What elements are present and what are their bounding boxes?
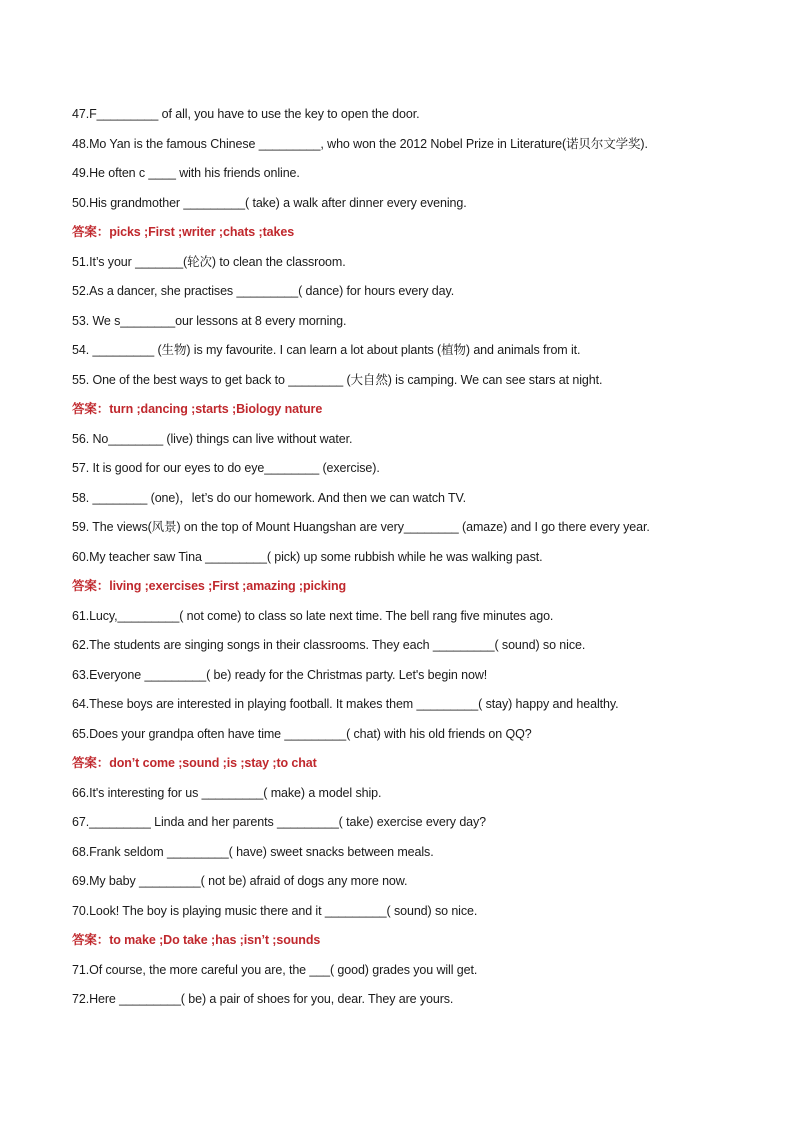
question-line: 63.Everyone _________( be) ready for the Christmas party. Let's begin now!: [72, 667, 488, 682]
answer-line: 答案：picks ;First ;writer ;chats ;takes: [72, 225, 295, 239]
question-line: 53. We s________our lessons at 8 every morning.: [72, 313, 347, 328]
question-line: 58. ________ (one)，let’s do our homework. And then we can watch TV.: [72, 490, 467, 505]
exercise-lines: [72, 104, 762, 1019]
question-line: 70.Look! The boy is playing music there and it _________( sound) so nice.: [72, 903, 478, 918]
question-line: 48.Mo Yan is the famous Chinese _________, who won the 2012 Nobel Prize in Literature(诺贝尔文学奖).: [72, 136, 648, 151]
question-line: 50.His grandmother _________( take) a walk after dinner every evening.: [72, 195, 467, 210]
question-line: 69.My baby _________( not be) afraid of dogs any more now.: [72, 874, 408, 888]
question-line: 65.Does your grandpa often have time _________( chat) with his old friends on QQ?: [72, 726, 532, 741]
question-line: 61.Lucy,_________( not come) to class so late next time. The bell rang five minutes ago.: [72, 608, 554, 623]
question-line: 60.My teacher saw Tina _________( pick) up some rubbish while he was walking past.: [72, 549, 543, 564]
question-line: 72.Here _________( be) a pair of shoes for you, dear. They are yours.: [72, 992, 454, 1006]
answer-line: 答案：to make ;Do take ;has ;isn’t ;sounds: [72, 933, 321, 947]
question-line: 67._________ Linda and her parents _________( take) exercise every day?: [72, 815, 487, 829]
question-line: 62.The students are singing songs in their classrooms. They each _________( sound) so nice.: [72, 638, 586, 652]
question-line: 66.It's interesting for us _________( make) a model ship.: [72, 785, 382, 800]
question-line: 47.F_________ of all, you have to use the key to open the door.: [72, 107, 420, 121]
answer-line: 答案：don’t come ;sound ;is ;stay ;to chat: [72, 756, 317, 770]
question-line: 59. The views(风景) on the top of Mount Huangshan are very________ (amaze) and I go there every year.: [72, 520, 650, 534]
answer-line: 答案：living ;exercises ;First ;amazing ;picking: [72, 579, 347, 593]
question-line: 55. One of the best ways to get back to ________ (大自然) is camping. We can see stars at night.: [72, 372, 603, 387]
question-line: 68.Frank seldom _________( have) sweet snacks between meals.: [72, 844, 434, 859]
question-line: 64.These boys are interested in playing football. It makes them _________( stay) happy and healthy.: [72, 697, 619, 711]
question-line: 51.It’s your _______(轮次) to clean the classroom.: [72, 254, 346, 269]
question-line: 57. It is good for our eyes to do eye________ (exercise).: [72, 461, 380, 475]
question-line: 49.He often c ____ with his friends online.: [72, 166, 300, 180]
question-line: 71.Of course, the more careful you are, the ___( good) grades you will get.: [72, 962, 478, 977]
question-line: 56. No________ (live) things can live without water.: [72, 431, 353, 446]
question-line: 52.As a dancer, she practises _________( dance) for hours every day.: [72, 284, 455, 298]
answer-line: 答案：turn ;dancing ;starts ;Biology nature: [72, 402, 323, 416]
question-line: 54. _________ (生物) is my favourite. I can learn a lot about plants (植物) and animals from it.: [72, 343, 581, 357]
